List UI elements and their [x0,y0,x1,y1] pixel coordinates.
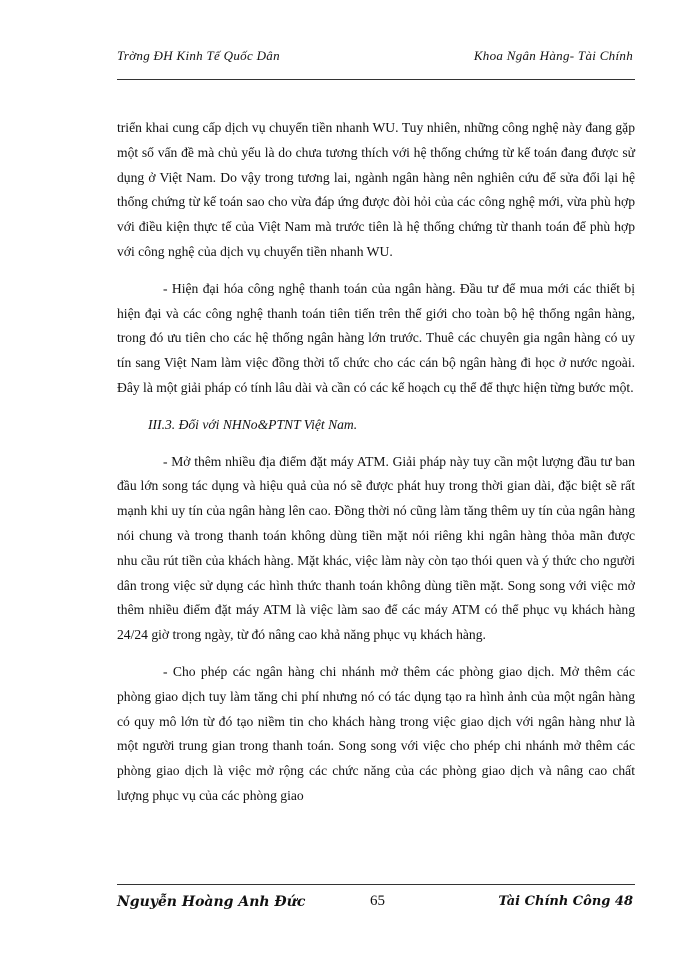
paragraph-3: - Mở thêm nhiều địa điểm đặt máy ATM. Giải pháp này tuy cần một lượng đầu tư ban đầu lớn song tác dụng và hiệu quả của nó sẽ được phát huy trong thời gian dài, đặc biệt sẽ rất mạnh khi uy tín của ngân hàng lên cao. Đồng thời nó cũng làm tăng thêm uy tín của ngân hàng nói chung và trong thanh toán không dùng tiền mặt nói riêng khi ngân hàng thỏa mãn được nhu cầu rút tiền của khách hàng. Mặt khác, việc làm này còn tạo thói quen và ý thức cho người dân trong việc sử dụng các hình thức thanh toán không dùng tiền mặt. Song song với việc mở thêm nhiều điểm đặt máy ATM là việc làm sao để các máy ATM có thể phục vụ khách hàng 24/24 giờ trong ngày, từ đó nâng cao khả năng phục vụ khách hàng. [117,453,635,643]
page-number: 65 [370,893,385,909]
header-faculty: Khoa Ngân Hàng- Tài Chính [473,48,633,63]
paragraph-4: - Cho phép các ngân hàng chi nhánh mở thêm các phòng giao dịch. Mở thêm các phòng giao dịch tuy làm tăng chi phí nhưng nó có tác dụng tạo ra hình ảnh của một ngân hàng có quy mô lớn từ đó tạo niềm tin cho khách hàng trong việc giao dịch với ngân hàng như là một người trung gian trong thanh toán. Song song với việc cho phép chi nhánh mở thêm các phòng giao dịch là việc mở rộng các chức năng của các phòng giao dịch và nâng cao chất lượng phục vụ của các phòng giao [117,663,635,803]
footer-divider [117,884,635,885]
footer-class: Tài Chính Công 48 [498,894,633,909]
paragraph-1: triển khai cung cấp dịch vụ chuyển tiền nhanh WU. Tuy nhiên, những công nghệ này đang gặp một số vấn đề mà chủ yếu là do chưa tương thích với hệ thống chứng từ kế toán đang được sử dụng ở Việt Nam. Do vậy trong tương lai, ngành ngân hàng nên nghiên cứu để sửa đổi lại hệ thống chứng từ kế toán sao cho vừa đáp ứng được đòi hỏi của các công nghệ mới, vừa phù hợp với điều kiện thực tế của Việt Nam mà trước tiên là hệ thống chứng từ thanh toán để phù hợp với công nghệ của dịch vụ chuyển tiền nhanh WU. [117,120,635,259]
header-university: Trờng ĐH Kinh Tế Quốc Dân [117,48,280,63]
page-footer [117,890,635,916]
section-heading: III.3. Đối với NHNo&PTNT Việt Nam. [148,416,358,432]
paragraph-2: - Hiện đại hóa công nghệ thanh toán của ngân hàng. Đầu tư để mua mới các thiết bị hiện đại và các công nghệ thanh toán tiên tiến trên thế giới cho toàn bộ hệ thống ngân hàng, trong đó ưu tiên cho các hệ thống ngân hàng lớn trước. Thuê các chuyên gia ngân hàng có uy tín sang Việt Nam làm việc đồng thời tổ chức cho các cán bộ ngân hàng đi học ở nước ngoài. Đây là một giải pháp có tính lâu dài và cần có các kế hoạch cụ thể để thực hiện từng bước một. [117,280,635,395]
header-divider [117,79,635,80]
page-header [117,44,635,66]
footer-author: Nguyễn Hoàng Anh Đức [117,894,306,910]
page-body [117,116,635,821]
